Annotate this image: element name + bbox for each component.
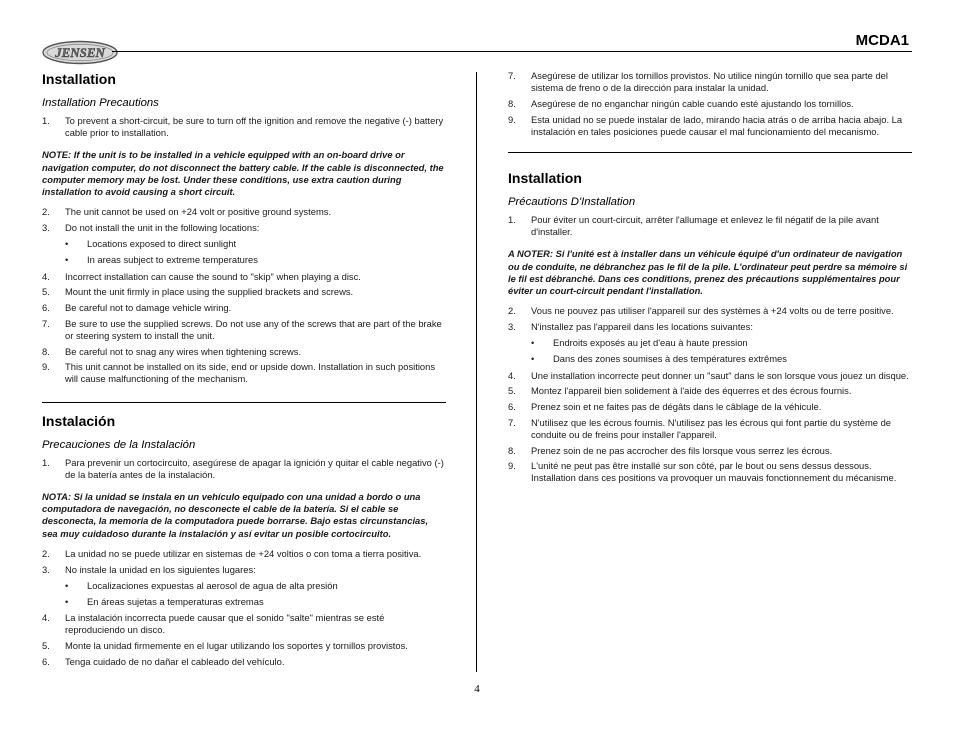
item-text: Mount the unit firmly in place using the supplied brackets and screws. — [65, 286, 354, 298]
item-text: Vous ne pouvez pas utiliser l'appareil sur des systèmes à +24 volts ou de terre positive. — [531, 305, 894, 317]
item-number: 1. — [508, 214, 516, 226]
item-number: 3. — [42, 563, 50, 575]
bullet-dot: • — [531, 353, 535, 365]
bullet-text: Dans des zones soumises à des températures extrêmes — [553, 353, 787, 365]
list-item — [508, 305, 912, 317]
list-item — [508, 417, 912, 441]
item-number: 1. — [42, 456, 50, 468]
jensen-logo — [41, 40, 119, 65]
english-section — [42, 70, 446, 386]
spanish-section — [42, 412, 446, 668]
list-item — [42, 286, 446, 298]
section-divider — [42, 402, 446, 403]
item-text: No instale la unidad en los siguientes lugares: — [65, 563, 256, 575]
item-number: 4. — [42, 612, 50, 624]
list-item — [508, 370, 912, 382]
section-divider — [508, 152, 912, 153]
list-item — [508, 321, 912, 333]
item-text: Monte la unidad firmemente en el lugar utilizando los soportes y tornillos provistos. — [65, 640, 408, 652]
list-item — [42, 302, 446, 314]
item-text: The unit cannot be used on +24 volt or positive ground systems. — [65, 206, 332, 218]
french-subtitle: Précautions D'Installation — [508, 196, 636, 209]
bullet-item — [508, 337, 912, 349]
item-number: 7. — [508, 416, 516, 428]
list-item — [42, 457, 446, 481]
bullet-item — [508, 353, 912, 365]
bullet-text: En áreas sujetas a temperaturas extremas — [87, 595, 264, 607]
item-text: Une installation incorrecte peut donner un "saut" dans le son lorsque vous jouez un disque. — [531, 369, 909, 381]
item-text: L'unité ne peut pas être installé sur son côté, par le bout ou sens dessus dessous. Installation dans ces positions va provoquer un mauvais fonctionnement du mécanisme. — [531, 460, 897, 484]
english-title: Installation — [42, 71, 116, 87]
item-number: 8. — [42, 345, 50, 357]
item-number: 4. — [42, 270, 50, 282]
svg-text:JENSEN: JENSEN — [55, 45, 105, 60]
item-text: Do not install the unit in the following locations: — [65, 221, 260, 233]
english-note: NOTE: If the unit is to be installed in a vehicle equipped with an on-board drive or navigation computer, do not disconnect the battery cable. If the cable is disconnected, the computer memory may be lost. Under these conditions, use extra caution during installation to avoid causing a short circuit. — [42, 149, 444, 198]
item-text: Prenez soin et ne faites pas de dégâts dans le câblage de la véhicule. — [531, 400, 822, 412]
item-number: 1. — [42, 115, 50, 126]
bullet-text: In areas subject to extreme temperatures — [87, 254, 258, 266]
item-text: Tenga cuidado de no dañar el cableado del vehículo. — [65, 655, 285, 667]
list-item — [42, 271, 446, 283]
list-item — [508, 70, 912, 94]
list-item — [508, 214, 912, 238]
spanish-note: NOTA: Si la unidad se instala en un vehículo equipado con una unidad a bordo o una computadora de navegación, no desconecte el cable de la batería. Si el cable se desconecta, la memoria de la computadora puede borrarse. Bajo estas circunstancias, sea muy cuidadoso durante la instalación y así evitar un posible cortocircuito. — [42, 491, 429, 539]
item-text: Montez l'appareil bien solidement à l'aide des équerres et des écrous fournis. — [531, 385, 852, 397]
item-number: 2. — [42, 547, 50, 559]
item-text: Be careful not to damage vehicle wiring. — [65, 301, 232, 313]
bullet-dot: • — [531, 337, 535, 349]
list-item — [42, 206, 446, 218]
bullet-dot: • — [65, 579, 69, 591]
list-item — [508, 401, 912, 413]
list-item — [42, 656, 446, 668]
item-number: 9. — [42, 361, 50, 373]
bullet-item — [42, 254, 446, 266]
bullet-text: Locations exposed to direct sunlight — [87, 238, 237, 250]
spanish-title: Instalación — [42, 412, 116, 429]
item-number: 2. — [42, 206, 50, 218]
list-item — [42, 548, 446, 560]
item-number: 3. — [508, 320, 516, 332]
item-number: 8. — [508, 97, 516, 109]
item-number: 9. — [508, 460, 516, 472]
bullet-dot: • — [65, 254, 69, 266]
french-section — [508, 169, 912, 485]
item-number: 3. — [42, 221, 50, 233]
item-text: Be sure to use the supplied screws. Do not use any of the screws that are part of the brake or steering system to install the unit. — [65, 317, 442, 341]
item-text: Esta unidad no se puede instalar de lado, mirando hacia atrás o de arriba hacia abajo. La instalación en tales posiciones puede causar el mal funcionamiento del mecanismo. — [531, 113, 903, 137]
item-number: 6. — [508, 400, 516, 412]
item-number: 7. — [42, 317, 50, 329]
item-text: N'utilisez que les écrous fournis. N'utilisez pas les écrous qui font partie du système de conduite ou de freins pour installer l'appareil. — [531, 416, 892, 440]
list-item — [42, 612, 446, 636]
french-title: Installation — [508, 170, 582, 187]
bullet-dot: • — [65, 595, 69, 607]
item-text: N'installez pas l'appareil dans les locations suivantes: — [531, 320, 753, 332]
list-item — [42, 346, 446, 358]
list-item — [508, 385, 912, 397]
item-text: La instalación incorrecta puede causar que el sonido "salte" mientras se esté reproduciendo un disco. — [65, 612, 385, 636]
item-number: 5. — [508, 385, 516, 397]
list-item — [42, 361, 446, 385]
bullet-item — [42, 596, 446, 608]
item-number: 6. — [42, 655, 50, 667]
french-note: A NOTER: Si l'unité est à installer dans un véhicule équipé d'un ordinateur de navigation ou de conduite, ne débranchez pas le fil de la pile. L'ordinateur peut perdre sa mémoire si le fil est débranché. Dans ces conditions, prenez des précautions supplémentaires pour éviter un court-circuit pendant l'installation. — [508, 248, 908, 297]
item-number: 6. — [42, 301, 50, 313]
list-item — [508, 445, 912, 457]
item-text: Para prevenir un cortocircuito, asegúrese de apagar la ignición y quitar el cable negativo (-) de la batería antes de la instalación. — [65, 456, 444, 480]
list-item — [508, 114, 912, 138]
item-text: Asegúrese de no enganchar ningún cable cuando esté ajustando los tornillos. — [531, 97, 854, 109]
item-text: Prenez soin de ne pas accrocher des fils lorsque vous serrez les écrous. — [531, 444, 833, 456]
header-rule — [112, 51, 912, 52]
bullet-item — [42, 238, 446, 250]
item-text: Asegúrese de utilizar los tornillos provistos. No utilice ningún tornillo que sea parte del sistema de freno o de la dirección para instalar la unidad. — [531, 70, 888, 94]
item-number: 8. — [508, 444, 516, 456]
list-item — [508, 460, 912, 484]
spanish-section-continued — [508, 70, 912, 138]
list-item — [508, 98, 912, 110]
column-divider — [476, 72, 477, 672]
item-number: 5. — [42, 286, 50, 298]
item-text: This unit cannot be installed on its side, end or upside down. Installation in such positions will cause malfunctioning of the mechanism. — [65, 361, 436, 385]
item-number: 4. — [508, 369, 516, 381]
item-number: 2. — [508, 305, 516, 317]
bullet-text: Endroits exposés au jet d'eau à haute pression — [553, 337, 748, 349]
bullet-item — [42, 580, 446, 592]
list-item — [42, 318, 446, 342]
item-number: 7. — [508, 70, 516, 81]
list-item — [42, 115, 446, 139]
list-item — [42, 222, 446, 234]
item-text: La unidad no se puede utilizar en sistemas de +24 voltios o con toma a tierra positiva. — [65, 547, 422, 559]
bullet-text: Localizaciones expuestas al aerosol de agua de alta presión — [87, 579, 338, 591]
list-item — [42, 564, 446, 576]
item-text: Pour éviter un court-circuit, arrêter l'allumage et enlevez le fil négatif de la pile avant d'installer. — [531, 214, 879, 238]
english-subtitle: Installation Precautions — [42, 97, 159, 109]
item-number: 5. — [42, 640, 50, 652]
model-number: MCDA1 — [855, 32, 909, 49]
item-number: 9. — [508, 113, 516, 125]
right-column — [508, 70, 912, 488]
left-column — [42, 70, 446, 672]
page-number: 4 — [474, 683, 480, 695]
bullet-dot: • — [65, 238, 69, 250]
item-text: Incorrect installation can cause the sound to "skip" when playing a disc. — [65, 270, 361, 282]
list-item — [42, 640, 446, 652]
item-text: To prevent a short-circuit, be sure to turn off the ignition and remove the negative (-) battery cable prior to installation. — [65, 115, 444, 139]
item-text: Be careful not to snag any wires when tightening screws. — [65, 345, 302, 357]
spanish-subtitle: Precauciones de la Instalación — [42, 438, 196, 451]
